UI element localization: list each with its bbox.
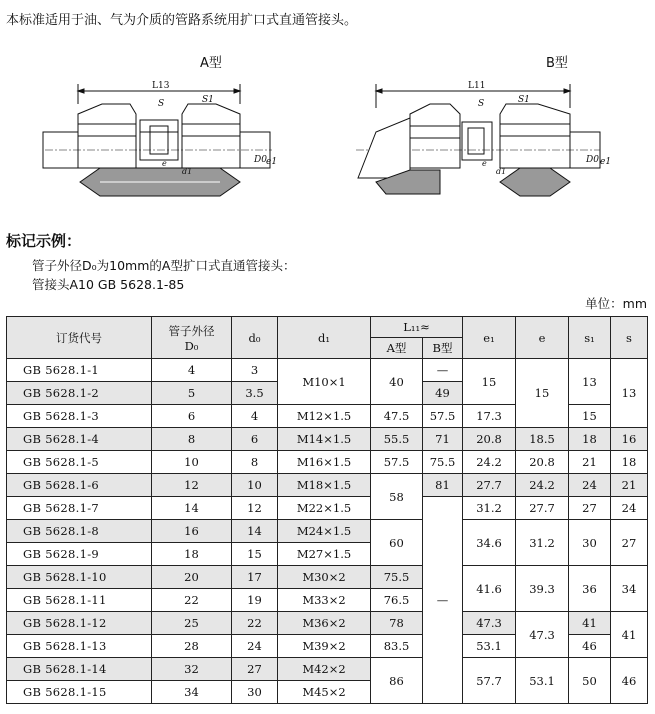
d0-cell: 14: [232, 520, 278, 543]
s-cell: 27: [611, 520, 648, 566]
code-cell: GB 5628.1-1: [7, 359, 152, 382]
header-row-1: [7, 317, 648, 338]
e1-cell: 47.3: [463, 612, 516, 635]
table-row: [7, 497, 648, 520]
spec-table: [6, 316, 648, 704]
s1-cell: 50: [569, 658, 611, 704]
la-cell: 75.5: [371, 566, 423, 589]
e1-cell: 31.2: [463, 497, 516, 520]
s-cell: 46: [611, 658, 648, 704]
example-line-1: 管子外径D₀为10mm的A型扩口式直通管接头：: [32, 258, 296, 273]
e-dim-label: e: [482, 159, 487, 168]
e1-cell: 27.7: [463, 474, 516, 497]
s1-dim-label: S1: [518, 95, 530, 105]
lb-cell: —: [423, 497, 463, 704]
lb-cell: 75.5: [423, 451, 463, 474]
d0-cell: 10: [232, 474, 278, 497]
s1-cell: 24: [569, 474, 611, 497]
header-a-type: A型: [371, 338, 423, 359]
od-cell: 18: [152, 543, 232, 566]
figure-b-drawing: [350, 78, 620, 208]
s-cell: 34: [611, 566, 648, 612]
intro-text: 本标准适用于油、气为介质的管路系统用扩口式直通管接头。: [6, 13, 358, 28]
lb-cell: 49: [423, 382, 463, 405]
od-cell: 16: [152, 520, 232, 543]
e-cell: 18.5: [516, 428, 569, 451]
header-e: e: [516, 317, 569, 359]
s1-cell: 21: [569, 451, 611, 474]
code-cell: GB 5628.1-4: [7, 428, 152, 451]
table-row: [7, 520, 648, 543]
table-row: [7, 428, 648, 451]
code-cell: GB 5628.1-8: [7, 520, 152, 543]
length-dim-label: L11: [468, 81, 486, 91]
d1-cell: M42×2: [278, 658, 371, 681]
table-row: [7, 359, 648, 382]
s-cell: 24: [611, 497, 648, 520]
right-hatch: [500, 168, 570, 196]
code-cell: GB 5628.1-10: [7, 566, 152, 589]
d1-cell: M33×2: [278, 589, 371, 612]
s1-cell: 46: [569, 635, 611, 658]
e-cell: 31.2: [516, 520, 569, 566]
section-title: 标记示例：: [6, 232, 82, 250]
s1-cell: 18: [569, 428, 611, 451]
s1-cell: 27: [569, 497, 611, 520]
od-cell: 6: [152, 405, 232, 428]
s1-dim-label: S1: [202, 95, 214, 105]
la-cell: 60: [371, 520, 423, 566]
header-pipe-od-top: 管子外径: [168, 323, 215, 338]
d1-cell: M27×1.5: [278, 543, 371, 566]
s-cell: 18: [611, 451, 648, 474]
code-cell: GB 5628.1-9: [7, 543, 152, 566]
example-line-2: 管接头A10 GB 5628.1-85: [32, 277, 185, 292]
d1-cell: M39×2: [278, 635, 371, 658]
table-row: [7, 451, 648, 474]
s1-cell: 41: [569, 612, 611, 635]
d1-dim-label: d1: [182, 167, 193, 176]
od-cell: 25: [152, 612, 232, 635]
s-cell: 13: [611, 359, 648, 428]
od-cell: 4: [152, 359, 232, 382]
header-b-type: B型: [423, 338, 463, 359]
e-cell: 47.3: [516, 612, 569, 658]
d1-cell: M16×1.5: [278, 451, 371, 474]
header-pipe-od: [152, 317, 232, 359]
code-cell: GB 5628.1-15: [7, 681, 152, 704]
e1-cell: 53.1: [463, 635, 516, 658]
figure-b-label: B型: [546, 56, 568, 71]
e1-dim-label: e1: [600, 157, 612, 167]
od-cell: 32: [152, 658, 232, 681]
unit-label: 单位：mm: [585, 296, 647, 311]
s-cell: 16: [611, 428, 648, 451]
od-cell: 8: [152, 428, 232, 451]
d0-cell: 15: [232, 543, 278, 566]
d0-cell: 8: [232, 451, 278, 474]
s-cell: 41: [611, 612, 648, 658]
la-cell: 76.5: [371, 589, 423, 612]
s1-cell: 15: [569, 405, 611, 428]
d0-dim-label: D0: [254, 155, 267, 165]
d1-cell: M45×2: [278, 681, 371, 704]
la-cell: 47.5: [371, 405, 423, 428]
d1-cell: M12×1.5: [278, 405, 371, 428]
lb-cell: 57.5: [423, 405, 463, 428]
la-cell: 78: [371, 612, 423, 635]
d0-cell: 4: [232, 405, 278, 428]
d1-cell: M30×2: [278, 566, 371, 589]
od-cell: 12: [152, 474, 232, 497]
la-cell: 83.5: [371, 635, 423, 658]
e-dim-label: e: [162, 159, 167, 168]
lb-cell: —: [423, 359, 463, 382]
left-cone: [358, 118, 410, 178]
d0-cell: 22: [232, 612, 278, 635]
d0-cell: 27: [232, 658, 278, 681]
d0-cell: 30: [232, 681, 278, 704]
lb-cell: 81: [423, 474, 463, 497]
d1-dim-label: d1: [496, 167, 507, 176]
header-d0: d₀: [232, 317, 278, 359]
e-cell: 15: [516, 359, 569, 428]
left-nut: [410, 104, 460, 168]
code-cell: GB 5628.1-6: [7, 474, 152, 497]
s1-cell: 13: [569, 359, 611, 405]
la-cell: 58: [371, 474, 423, 520]
code-cell: GB 5628.1-14: [7, 658, 152, 681]
e1-cell: 17.3: [463, 405, 516, 428]
od-cell: 22: [152, 589, 232, 612]
d0-cell: 3.5: [232, 382, 278, 405]
table-row: [7, 566, 648, 589]
table-row: [7, 612, 648, 635]
d0-cell: 6: [232, 428, 278, 451]
e-cell: 20.8: [516, 451, 569, 474]
od-cell: 28: [152, 635, 232, 658]
s1-cell: 30: [569, 520, 611, 566]
s-cell: 21: [611, 474, 648, 497]
table-row: [7, 658, 648, 681]
e1-cell: 15: [463, 359, 516, 405]
e1-cell: 57.7: [463, 658, 516, 704]
od-cell: 20: [152, 566, 232, 589]
la-cell: 55.5: [371, 428, 423, 451]
e-cell: 39.3: [516, 566, 569, 612]
e-cell: 24.2: [516, 474, 569, 497]
la-cell: 57.5: [371, 451, 423, 474]
la-cell: 40: [371, 359, 423, 405]
e-cell: 27.7: [516, 497, 569, 520]
table-row: [7, 474, 648, 497]
figure-a-drawing: [40, 78, 280, 208]
code-cell: GB 5628.1-12: [7, 612, 152, 635]
e1-cell: 34.6: [463, 520, 516, 566]
e1-cell: 20.8: [463, 428, 516, 451]
d0-cell: 12: [232, 497, 278, 520]
s-dim-label: S: [158, 99, 165, 109]
header-s: s: [611, 317, 648, 359]
d1-cell: M14×1.5: [278, 428, 371, 451]
d1-cell: M24×1.5: [278, 520, 371, 543]
s1-cell: 36: [569, 566, 611, 612]
code-cell: GB 5628.1-7: [7, 497, 152, 520]
code-cell: GB 5628.1-11: [7, 589, 152, 612]
length-dim-label: L13: [152, 81, 170, 91]
header-s1: s₁: [569, 317, 611, 359]
d0-cell: 19: [232, 589, 278, 612]
figure-a-label: A型: [200, 56, 222, 71]
d0-cell: 24: [232, 635, 278, 658]
od-cell: 5: [152, 382, 232, 405]
d1-cell: M36×2: [278, 612, 371, 635]
header-d1: d₁: [278, 317, 371, 359]
e1-dim-label: e1: [266, 157, 278, 167]
header-code: 订货代号: [7, 317, 152, 359]
d0-cell: 17: [232, 566, 278, 589]
lb-cell: 71: [423, 428, 463, 451]
od-cell: 10: [152, 451, 232, 474]
code-cell: GB 5628.1-5: [7, 451, 152, 474]
s-dim-label: S: [478, 99, 485, 109]
e-cell: 53.1: [516, 658, 569, 704]
d1-cell: M22×1.5: [278, 497, 371, 520]
d0-dim-label: D0: [586, 155, 599, 165]
d1-cell: M18×1.5: [278, 474, 371, 497]
header-l11: L₁₁≈: [371, 317, 463, 338]
code-cell: GB 5628.1-2: [7, 382, 152, 405]
e1-cell: 24.2: [463, 451, 516, 474]
la-cell: 86: [371, 658, 423, 704]
d1-cell: M10×1: [278, 359, 371, 405]
od-cell: 34: [152, 681, 232, 704]
d0-cell: 3: [232, 359, 278, 382]
od-cell: 14: [152, 497, 232, 520]
header-pipe-od-bottom: D₀: [184, 338, 199, 353]
code-cell: GB 5628.1-3: [7, 405, 152, 428]
header-e1: e₁: [463, 317, 516, 359]
e1-cell: 41.6: [463, 566, 516, 612]
code-cell: GB 5628.1-13: [7, 635, 152, 658]
